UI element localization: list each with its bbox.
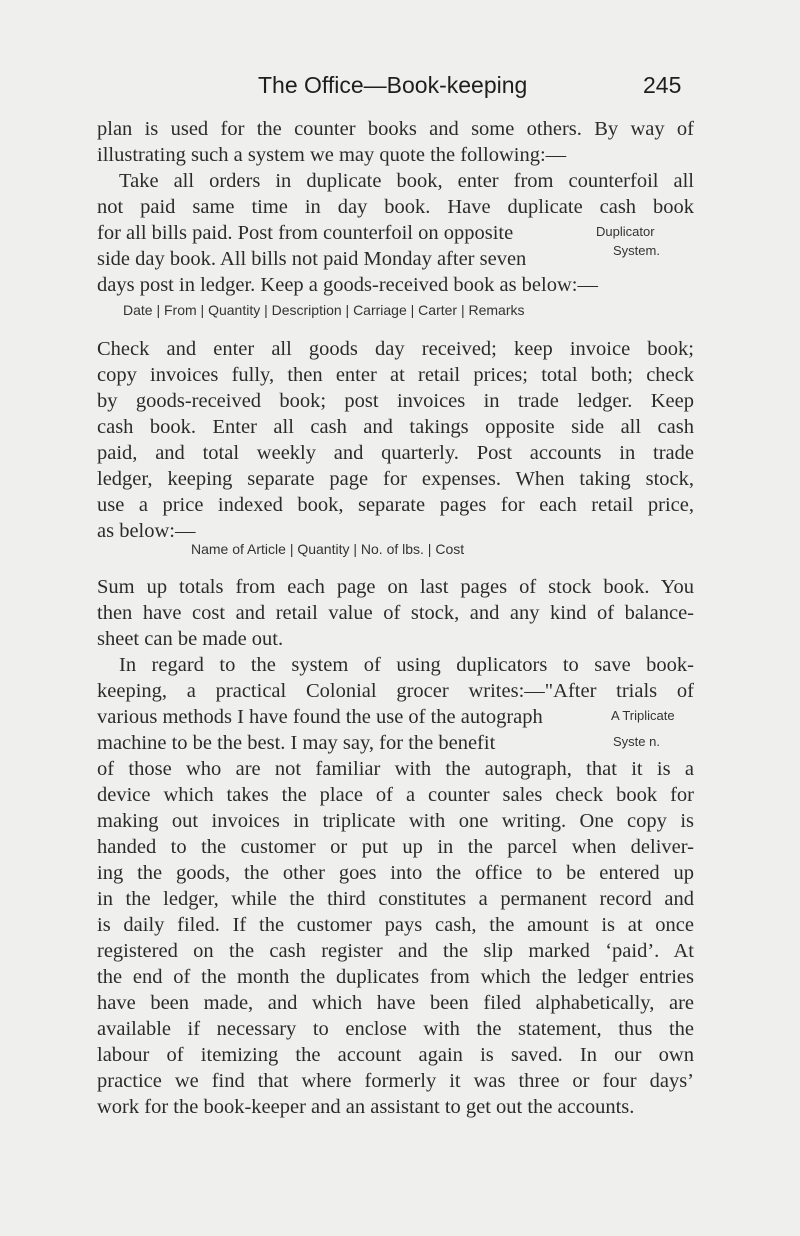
text-line: work for the book-keeper and an assistant to get out the accounts. bbox=[97, 1096, 635, 1118]
text-line: sheet can be made out. bbox=[97, 628, 284, 650]
text-line: is daily filed. If the customer pays cash, the amount is at once bbox=[97, 914, 694, 936]
text-line: as below:— bbox=[97, 520, 196, 542]
margin-note-triplicate: A Triplicate bbox=[611, 708, 675, 723]
text-line: have been made, and which have been filed alphabetically, are bbox=[97, 992, 694, 1014]
text-line: making out invoices in triplicate with one writing. One copy is bbox=[97, 810, 694, 832]
text-line: use a price indexed book, separate pages for each retail price, bbox=[97, 494, 694, 516]
text-line: in the ledger, while the third constitutes a permanent record and bbox=[97, 888, 694, 910]
text-line: not paid same time in day book. Have duplicate cash book bbox=[97, 196, 694, 218]
margin-note-system: Syste n. bbox=[613, 734, 660, 749]
text-line: side day book. All bills not paid Monday after seven bbox=[97, 248, 527, 270]
text-line: Sum up totals from each page on last pages of stock book. You bbox=[97, 576, 694, 598]
text-line: practice we find that where formerly it was three or four days’ bbox=[97, 1070, 694, 1092]
text-line: various methods I have found the use of the autograph bbox=[97, 706, 543, 728]
text-line: Check and enter all goods day received; keep invoice book; bbox=[97, 338, 694, 360]
text-line: illustrating such a system we may quote the following:— bbox=[97, 144, 567, 166]
text-line: cash book. Enter all cash and takings opposite side all cash bbox=[97, 416, 694, 438]
page-number: 245 bbox=[643, 72, 682, 98]
margin-note-system: System. bbox=[613, 243, 660, 258]
text-line: copy invoices fully, then enter at retail prices; total both; check bbox=[97, 364, 694, 386]
stock-book-table-header: Name of Article | Quantity | No. of lbs. | Cost bbox=[191, 541, 465, 557]
text-line: plan is used for the counter books and some others. By way of bbox=[97, 118, 694, 140]
text-line: machine to be the best. I may say, for the benefit bbox=[97, 732, 496, 754]
text-line: the end of the month the duplicates from which the ledger entries bbox=[97, 966, 694, 988]
text-line: handed to the customer or put up in the parcel when deliver- bbox=[97, 836, 694, 858]
text-line: device which takes the place of a counter sales check book for bbox=[97, 784, 694, 806]
goods-received-table-header: Date | From | Quantity | Description | Carriage | Carter | Remarks bbox=[123, 302, 525, 318]
text-line: for all bills paid. Post from counterfoil on opposite bbox=[97, 222, 514, 244]
text-line: keeping, a practical Colonial grocer writes:—"After trials of bbox=[97, 680, 694, 702]
page-header bbox=[0, 72, 800, 102]
text-line: days post in ledger. Keep a goods-received book as below:— bbox=[97, 274, 598, 296]
text-line: paid, and total weekly and quarterly. Post accounts in trade bbox=[97, 442, 694, 464]
margin-note-duplicator: Duplicator bbox=[596, 224, 655, 239]
text-line: then have cost and retail value of stock, and any kind of balance- bbox=[97, 602, 694, 624]
text-line: labour of itemizing the account again is saved. In our own bbox=[97, 1044, 694, 1066]
text-line: ing the goods, the other goes into the office to be entered up bbox=[97, 862, 694, 884]
text-line: ledger, keeping separate page for expenses. When taking stock, bbox=[97, 468, 694, 490]
text-line: In regard to the system of using duplicators to save book- bbox=[119, 654, 694, 676]
text-line: of those who are not familiar with the autograph, that it is a bbox=[97, 758, 694, 780]
text-line: Take all orders in duplicate book, enter from counterfoil all bbox=[119, 170, 694, 192]
text-line: by goods-received book; post invoices in trade ledger. Keep bbox=[97, 390, 694, 412]
running-title: The Office—Book-keeping bbox=[258, 72, 528, 98]
text-line: registered on the cash register and the slip marked ‘paid’. At bbox=[97, 940, 694, 962]
text-line: available if necessary to enclose with the statement, thus the bbox=[97, 1018, 694, 1040]
